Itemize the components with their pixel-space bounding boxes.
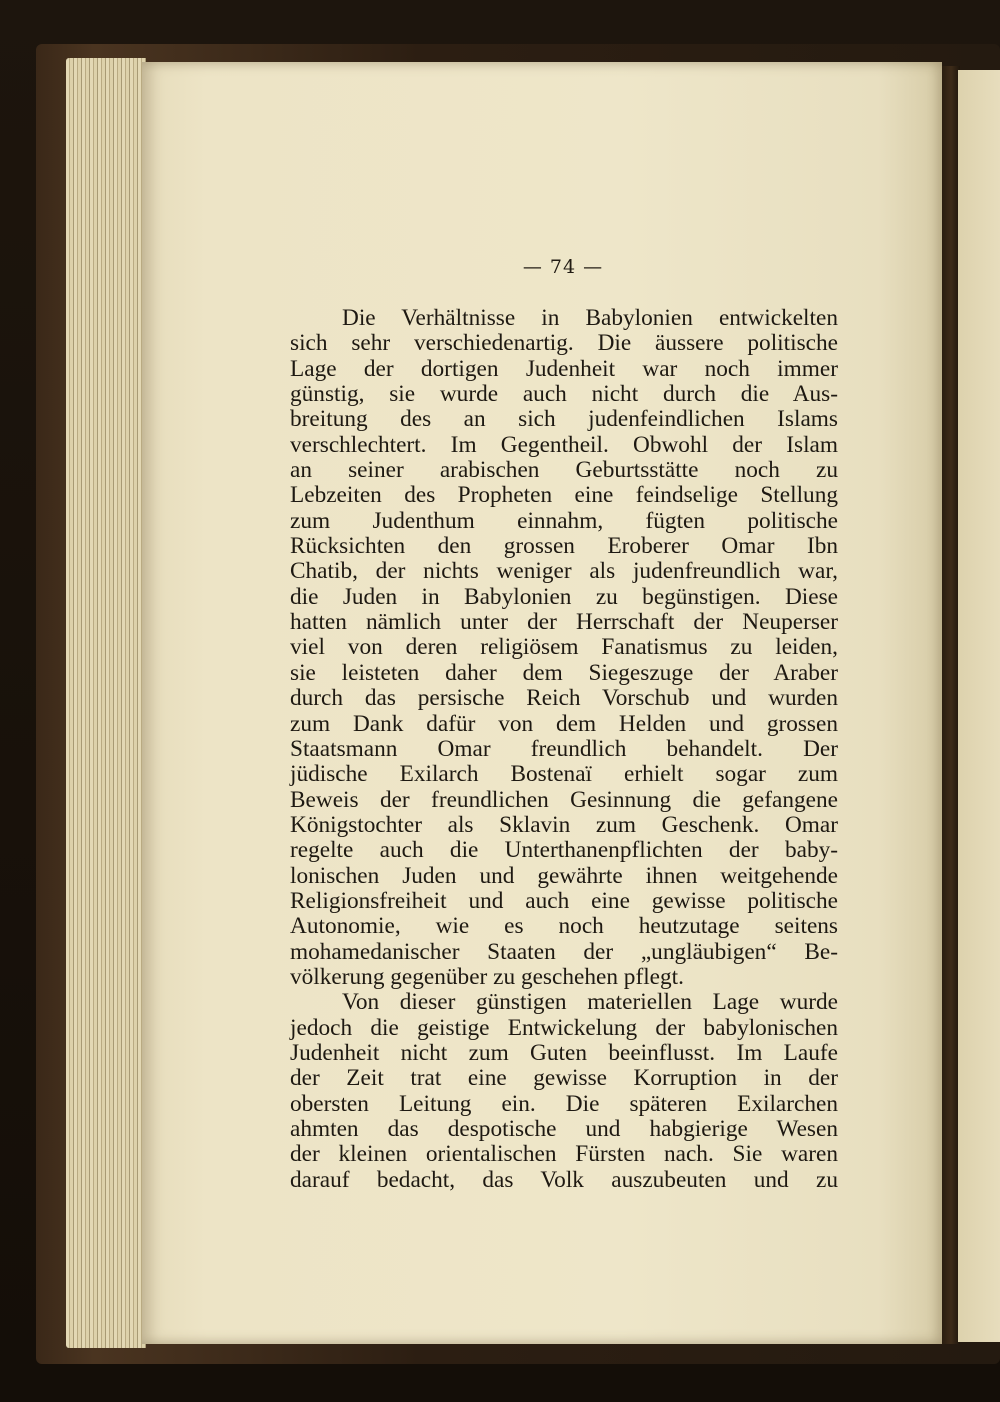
text-line: völkerung gegenüber zu geschehen pflegt. — [290, 963, 684, 990]
text-line: an seiner arabischen Geburtsstätte noch zu — [290, 457, 838, 484]
text-line: der Zeit trat eine gewisse Korruption in der — [290, 1065, 838, 1092]
paragraph-2 — [290, 990, 838, 1193]
page-number: — 74 — — [522, 256, 604, 278]
text-line: Königstochter als Sklavin zum Geschenk. Omar — [290, 811, 838, 838]
text-line: die Juden in Babylonien zu begünstigen. Diese — [290, 583, 838, 610]
text-line: Staatsmann Omar freundlich behandelt. Der — [290, 735, 838, 762]
text-line: sie leisteten daher dem Siegeszuge der Araber — [290, 659, 838, 686]
text-line: darauf bedacht, das Volk auszubeuten und zu — [290, 1166, 838, 1193]
text-line: breitung des an sich judenfeindlichen Islams — [290, 406, 838, 433]
text-line: Lebzeiten des Propheten eine feindselige Stellung — [290, 482, 838, 509]
text-line: zum Dank dafür von dem Helden und grossen — [290, 710, 838, 737]
body-text — [290, 306, 838, 1193]
text-line: Chatib, der nichts weniger als judenfreundlich war, — [290, 558, 838, 585]
text-line: regelte auch die Unterthanenpflichten der baby- — [290, 837, 838, 864]
text-line: verschlechtert. Im Gegentheil. Obwohl der Islam — [290, 431, 838, 458]
text-line: durch das persische Reich Vorschub und wurden — [290, 685, 838, 712]
text-line: jüdische Exilarch Bostenaï erhielt sogar zum — [290, 761, 838, 788]
text-line: lonischen Juden und gewährte ihnen weitgehende — [290, 862, 838, 889]
text-line: Von dieser günstigen materiellen Lage wurde — [342, 989, 838, 1016]
paragraph-1 — [290, 306, 838, 990]
text-line: jedoch die geistige Entwickelung der babylonischen — [290, 1014, 838, 1041]
text-line: Rücksichten den grossen Eroberer Omar Ibn — [290, 533, 838, 560]
text-line: sich sehr verschiedenartig. Die äussere politische — [290, 330, 838, 357]
text-line: Beweis der freundlichen Gesinnung die gefangene — [290, 786, 838, 813]
text-line: hatten nämlich unter der Herrschaft der Neuperser — [290, 609, 838, 636]
text-line: zum Judenthum einnahm, fügten politische — [290, 507, 838, 534]
text-line: günstig, sie wurde auch nicht durch die Aus- — [290, 381, 838, 408]
text-line: Die Verhältnisse in Babylonien entwickelten — [342, 305, 838, 331]
text-line: ahmten das despotische und habgierige Wesen — [290, 1116, 838, 1142]
text-line: viel von deren religiösem Fanatismus zu leiden, — [290, 634, 838, 661]
text-line: der kleinen orientalischen Fürsten nach. Sie waren — [290, 1141, 838, 1168]
text-line: Religionsfreiheit und auch eine gewisse politische — [290, 887, 838, 914]
text-line: Lage der dortigen Judenheit war noch immer — [290, 355, 838, 382]
text-line: Judenheit nicht zum Guten beeinflusst. Im Laufe — [290, 1039, 838, 1066]
text-line: obersten Leitung ein. Die späteren Exilarchen — [290, 1090, 838, 1117]
text-line: Autonomie, wie es noch heutzutage seitens — [290, 913, 838, 940]
text-line: mohamedanischer Staaten der „ungläubigen“ Be- — [290, 938, 838, 965]
page-edges — [66, 58, 146, 1348]
